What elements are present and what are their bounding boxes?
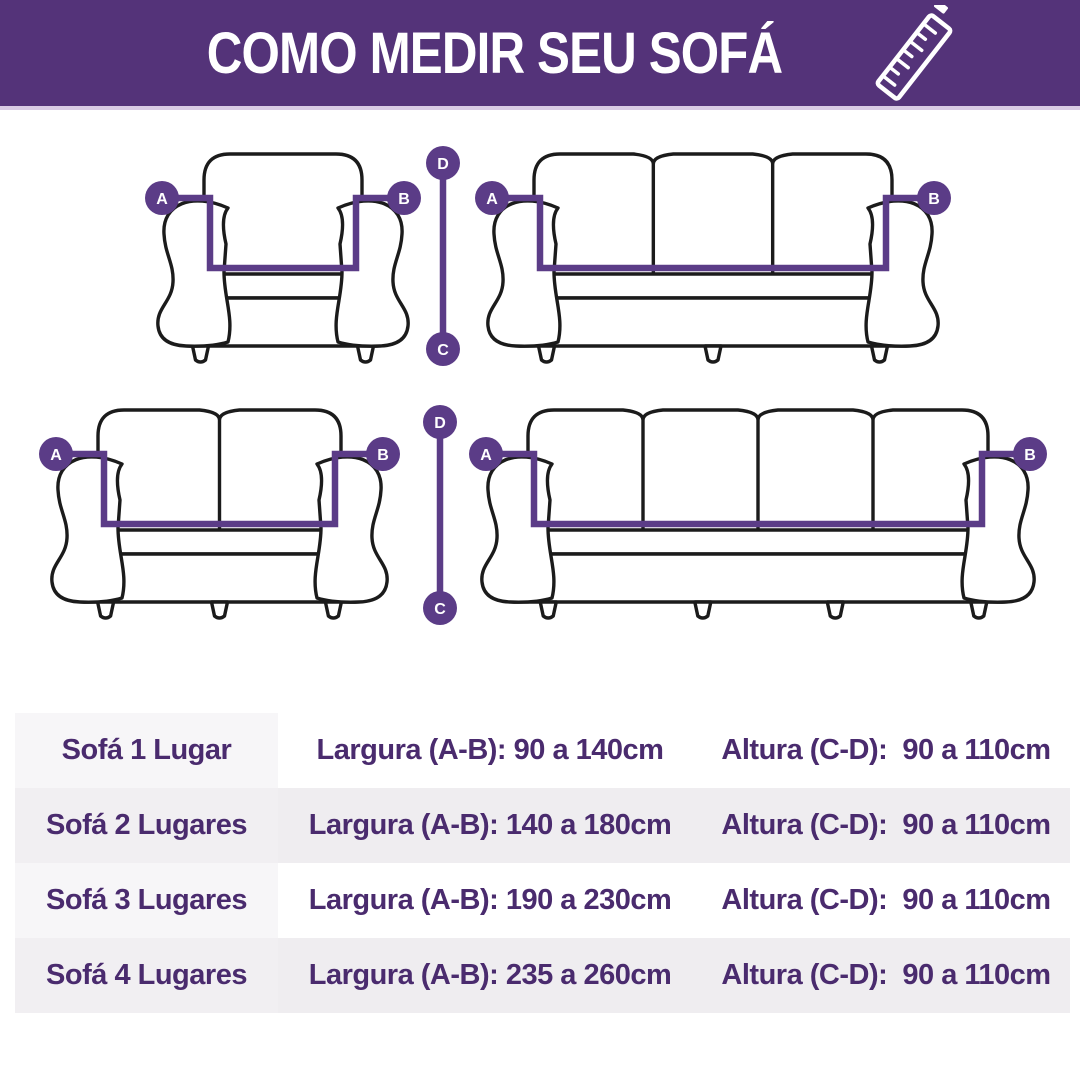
marker-d-label: D (434, 415, 446, 432)
table-cell-altura: Altura (C-D): 90 a 110cm (702, 938, 1070, 1013)
height-measure-top (415, 137, 471, 381)
table-cell-sofa-type: Sofá 3 Lugares (15, 863, 278, 938)
table-row (15, 938, 1070, 1013)
table-row (15, 788, 1070, 863)
marker-a-label: A (486, 191, 498, 208)
table-cell-largura: Largura (A-B): 90 a 140cm (278, 713, 702, 788)
table-cell-sofa-type: Sofá 2 Lugares (15, 788, 278, 863)
page-title: COMO MEDIR SEU SOFÁ (207, 20, 783, 86)
table-cell-largura: Largura (A-B): 235 a 260cm (278, 938, 702, 1013)
table-cell-sofa-type: Sofá 4 Lugares (15, 938, 278, 1013)
table-cell-sofa-type: Sofá 1 Lugar (15, 713, 278, 788)
marker-b-label: B (398, 191, 410, 208)
sofa-2-lugares-illustration (22, 402, 417, 622)
marker-b-label: B (1024, 447, 1036, 464)
marker-d-label: D (437, 156, 449, 173)
marker-a-label: A (480, 447, 492, 464)
marker-c-label: C (437, 342, 449, 359)
sofa-3-lugares-illustration (458, 146, 968, 366)
table-row (15, 863, 1070, 938)
marker-a-label: A (50, 447, 62, 464)
marker-c-label: C (434, 601, 446, 618)
table-cell-altura: Altura (C-D): 90 a 110cm (702, 788, 1070, 863)
table-cell-largura: Largura (A-B): 140 a 180cm (278, 788, 702, 863)
marker-b-label: B (928, 191, 940, 208)
table-row (15, 713, 1070, 788)
sofa-4-lugares-illustration (452, 402, 1064, 622)
height-measure-bottom (412, 396, 468, 640)
sofa-1-lugar-illustration (128, 146, 438, 366)
marker-a-label: A (156, 191, 168, 208)
table-cell-largura: Largura (A-B): 190 a 230cm (278, 863, 702, 938)
marker-b-label: B (377, 447, 389, 464)
table-cell-altura: Altura (C-D): 90 a 110cm (702, 713, 1070, 788)
ruler-icon (862, 5, 958, 101)
header-banner (0, 0, 1080, 106)
measurement-diagram-canvas (0, 110, 1080, 700)
table-cell-altura: Altura (C-D): 90 a 110cm (702, 863, 1070, 938)
